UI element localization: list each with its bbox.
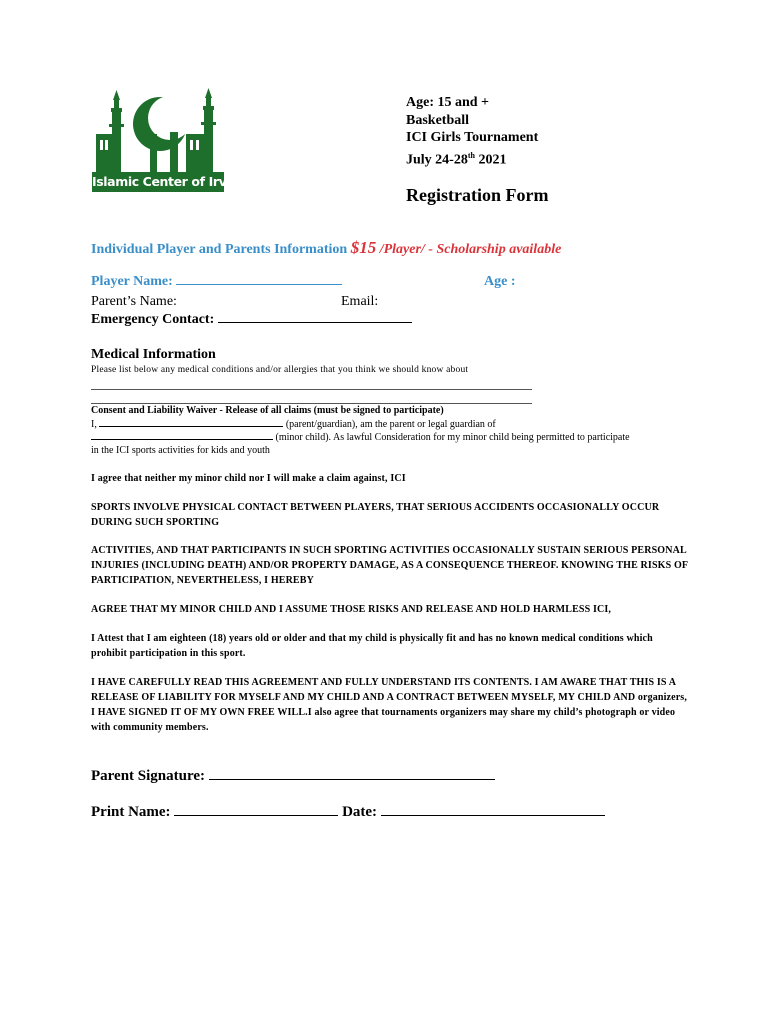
consent-line-1 <box>91 419 496 430</box>
logo-org-name: Islamic Center of Irving <box>92 172 224 192</box>
age-label: Age : <box>484 274 516 289</box>
consent-i: I, <box>91 419 97 430</box>
consent-heading: Consent and Liability Waiver - Release of all claims (must be signed to participate) <box>91 405 444 416</box>
email-field[interactable] <box>341 294 378 310</box>
waiver-paragraph-1: I agree that neither my minor child nor I will make a claim against, ICI <box>91 473 406 484</box>
consent-line-3: in the ICI sports activities for kids and youth <box>91 445 270 456</box>
age-field[interactable] <box>484 274 516 290</box>
section-heading <box>91 238 561 258</box>
print-name-line[interactable] <box>174 814 338 816</box>
event-dates <box>406 147 538 169</box>
form-title: Registration Form <box>406 185 549 205</box>
parent-name-field[interactable] <box>91 294 177 310</box>
consent-line-2 <box>91 432 630 443</box>
emergency-contact-label: Emergency Contact: <box>91 312 215 327</box>
event-dates-suffix: 2021 <box>474 152 507 168</box>
price: $15 <box>350 238 377 257</box>
player-name-field[interactable] <box>91 274 342 290</box>
parent-name-label: Parent’s Name: <box>91 294 177 309</box>
medical-heading: Medical Information <box>91 347 216 362</box>
price-note: /Player/ - Scholarship available <box>379 242 562 257</box>
email-label: Email: <box>341 294 379 309</box>
emergency-contact-line[interactable] <box>218 321 412 323</box>
waiver-paragraph-4: AGREE THAT MY MINOR CHILD AND I ASSUME THOSE RISKS AND RELEASE AND HOLD HARMLESS ICI, <box>91 604 612 615</box>
mosque-crescent-logo-icon <box>90 88 230 172</box>
player-name-label: Player Name: <box>91 274 173 289</box>
parent-signature-field[interactable] <box>91 768 495 785</box>
player-name-line[interactable] <box>176 283 342 285</box>
date-line[interactable] <box>381 814 605 816</box>
print-name-label: Print Name: <box>91 804 171 820</box>
medical-line-1[interactable] <box>91 389 532 390</box>
event-dates-sup: th <box>467 150 475 160</box>
event-sport: Basketball <box>406 112 470 128</box>
parent-signature-line[interactable] <box>209 778 495 780</box>
event-dates-prefix: July 24-28 <box>406 152 468 168</box>
waiver-paragraph-2: SPORTS INVOLVE PHYSICAL CONTACT BETWEEN PLAYERS, THAT SERIOUS ACCIDENTS OCCASIONALLY OCCUR DURING SUCH SPORTING <box>91 502 660 528</box>
event-age: Age: 15 and + <box>406 95 490 110</box>
minor-child-name-line[interactable] <box>91 438 273 440</box>
parent-signature-label: Parent Signature: <box>91 768 206 784</box>
section-heading-text: Individual Player and Parents Information <box>91 242 348 257</box>
consent-line-1-text: (parent/guardian), am the parent or legal guardian of <box>285 419 496 430</box>
waiver-paragraph-5: I Attest that I am eighteen (18) years old or older and that my child is physically fit and has no known medical conditions which prohibit participation in this sport. <box>91 633 653 659</box>
waiver-paragraph-3: ACTIVITIES, AND THAT PARTICIPANTS IN SUCH SPORTING ACTIVITIES OCCASIONALLY SUSTAIN SERIOUS PERSONAL INJURIES (INCLUDING DEATH) AND/OR PROPERTY DAMAGE, AS A CONSEQUENCE THEREOF. KNOWING THE RISKS OF PARTICIPATION, NEVERTHELESS, I HEREBY <box>91 545 688 586</box>
event-info <box>406 94 538 169</box>
logo <box>90 88 248 200</box>
emergency-contact-field[interactable] <box>91 312 412 328</box>
waiver-paragraph-6: I HAVE CAREFULLY READ THIS AGREEMENT AND FULLY UNDERSTAND ITS CONTENTS. I AM AWARE THAT THIS IS A RELEASE OF LIABILITY FOR MYSELF AND MY CHILD AND A CONTRACT BETWEEN MYSELF, MY CHILD AND organizers, I HAVE SIGNED IT OF MY OWN FREE WILL.I also agree that tournaments organizers may share my child’s photograph or video with community members. <box>91 677 687 733</box>
date-label: Date: <box>342 804 378 820</box>
parent-guardian-name-line[interactable] <box>99 425 283 427</box>
medical-instructions: Please list below any medical conditions and/or allergies that you think we should know about <box>91 365 469 375</box>
print-name-row <box>91 804 605 821</box>
event-tournament: ICI Girls Tournament <box>406 130 539 145</box>
consent-line-2-text: (minor child). As lawful Consideration for my minor child being permitted to participate <box>275 432 630 443</box>
medical-line-2[interactable] <box>91 403 532 404</box>
